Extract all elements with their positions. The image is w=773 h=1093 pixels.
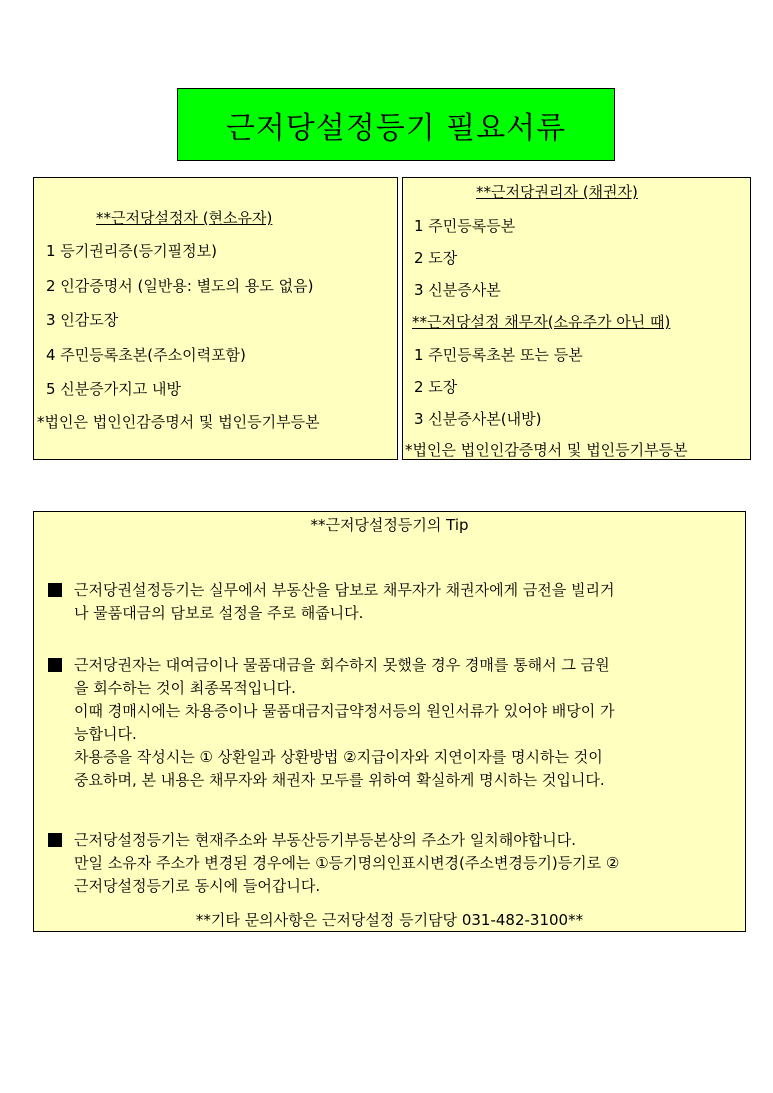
mortgagor-documents-panel: [33, 177, 398, 460]
list-item: 3 신분증사본(내방): [414, 410, 542, 428]
tip-bullet: [48, 654, 738, 792]
tip-line: 근저당설정등기는 현재주소와 부동산등기부등본상의 주소가 일치해야합니다.: [74, 831, 577, 849]
tip-line: 능합니다.: [74, 725, 137, 743]
mortgagor-heading: **근저당설정자 (현소유자): [96, 209, 273, 227]
tip-heading: **근저당설정등기의 Tip: [310, 516, 469, 534]
tip-line: 을 회수하는 것이 최종목적입니다.: [74, 679, 296, 697]
page-title: 근저당설정등기 필요서류: [177, 88, 615, 161]
tip-line: 근저당설정등기로 동시에 들어갑니다.: [74, 877, 321, 895]
list-item: 1 주민등록등본: [414, 217, 516, 235]
tip-line: 근저당권설정등기는 실무에서 부동산을 담보로 채무자가 채권자에게 금전을 빌리거: [74, 581, 615, 599]
list-item: 3 신분증사본: [414, 281, 501, 299]
list-item: 1 주민등록초본 또는 등본: [414, 346, 583, 364]
tip-line: 근저당권자는 대여금이나 물품대금을 회수하지 못했을 경우 경매를 통해서 그 금원: [74, 656, 610, 674]
tip-bullet: [48, 579, 738, 625]
tip-panel: [33, 511, 746, 932]
list-item: 2 인감증명서 (일반용: 별도의 용도 없음): [46, 277, 314, 295]
tip-line: 만일 소유자 주소가 변경된 경우에는 ①등기명의인표시변경(주소변경등기)등기로 ②: [74, 854, 620, 872]
list-item: 4 주민등록초본(주소이력포함): [46, 346, 246, 364]
tip-line: 차용증을 작성시는 ① 상환일과 상환방법 ②지급이자와 지연이자를 명시하는 것이: [74, 748, 603, 766]
tip-line: 나 물품대금의 담보로 설정을 주로 해줍니다.: [74, 604, 364, 622]
tip-line: 이때 경매시에는 차용증이나 물품대금지급약정서등의 원인서류가 있어야 배당이 가: [74, 702, 615, 720]
corporate-note: *법인은 법인인감증명서 및 법인등기부등본: [405, 441, 688, 459]
list-item: 1 등기권리증(등기필정보): [46, 242, 217, 260]
list-item: 5 신분증가지고 내방: [46, 380, 182, 398]
debtor-heading: **근저당설정 채무자(소유주가 아닌 때): [412, 313, 671, 331]
mortgagee-documents-panel: [402, 177, 751, 460]
list-item: 3 인감도장: [46, 311, 119, 329]
tip-bullet: [48, 829, 738, 898]
corporate-note: *법인은 법인인감증명서 및 법인등기부등본: [37, 413, 320, 431]
tip-line: 중요하며, 본 내용은 채무자와 채권자 모두를 위하여 확실하게 명시하는 것입니다.: [74, 771, 605, 789]
contact-footer: **기타 문의사항은 근저당설정 등기담당 031-482-3100**: [195, 911, 584, 929]
list-item: 2 도장: [414, 249, 458, 267]
list-item: 2 도장: [414, 378, 458, 396]
mortgagee-heading: **근저당권리자 (채권자): [476, 183, 638, 201]
